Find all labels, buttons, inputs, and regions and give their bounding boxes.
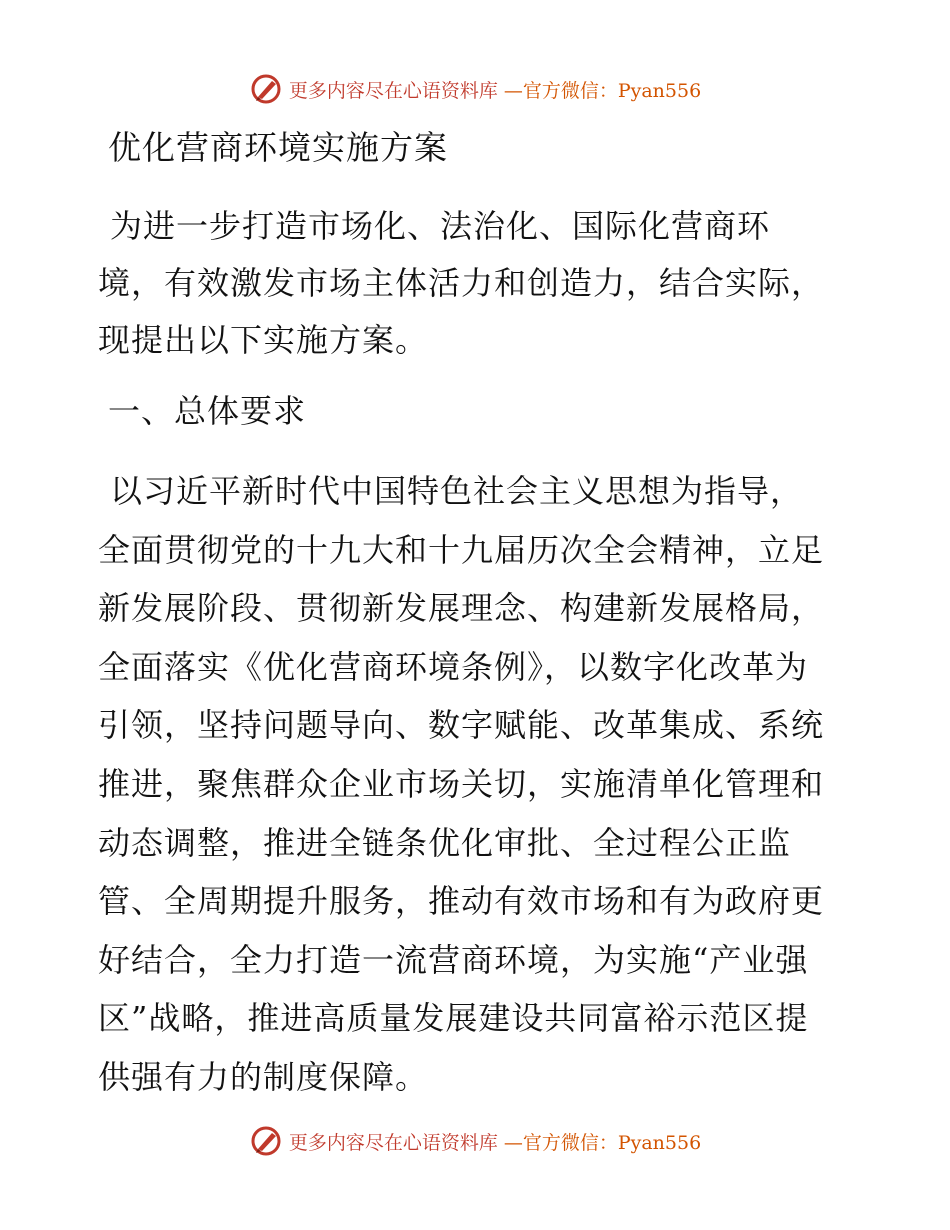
paragraph-line: 引领，坚持问题导向、数字赋能、改革集成、系统 [98,706,825,745]
paragraph-line: 动态调整，推进全链条优化审批、全过程公正监 [98,823,792,862]
paragraph-line: 以习近平新时代中国特色社会主义思想为指导， [110,472,804,510]
paragraph-line: 供强有力的制度保障。 [98,1057,429,1096]
paragraph-line: 区”战略，推进高质量发展建设共同富裕示范区提 [98,999,809,1038]
intro-line: 境，有效激发市场主体活力和创造力，结合实际， [98,264,825,302]
paragraph-line: 新发展阶段、贯彻新发展理念、构建新发展格局， [98,589,825,628]
banner-main-text: 更多内容尽在心语资料库 [288,1131,498,1154]
intro-line: 为进一步打造市场化、法治化、国际化营商环 [110,207,771,245]
paragraph-line: 管、全周期提升服务，推动有效市场和有为政府更 [98,882,825,921]
intro-paragraph [98,198,824,369]
footer-watermark-banner [0,1124,950,1158]
banner-tail-text: —官方微信：Pyan556 [503,79,702,102]
intro-line: 现提出以下实施方案。 [98,321,429,359]
section-paragraph [98,462,824,1107]
paragraph-line: 推进，聚焦群众企业市场关切，实施清单化管理和 [98,764,825,803]
banner-tail-text: —官方微信：Pyan556 [503,1131,702,1154]
paragraph-line: 全面落实《优化营商环境条例》，以数字化改革为 [98,647,809,686]
paragraph-line: 好结合，全力打造一流营商环境，为实施“产业强 [98,940,809,979]
banner-main-text: 更多内容尽在心语资料库 [288,79,498,102]
pen-logo-icon [249,72,283,106]
header-watermark-banner [0,72,950,106]
document-title: 优化营商环境实施方案 [108,128,448,167]
paragraph-line: 全面贯彻党的十九大和十九届历次全会精神，立足 [98,530,825,569]
pen-logo-icon [249,1124,283,1158]
section-heading: 一、总体要求 [108,392,307,430]
